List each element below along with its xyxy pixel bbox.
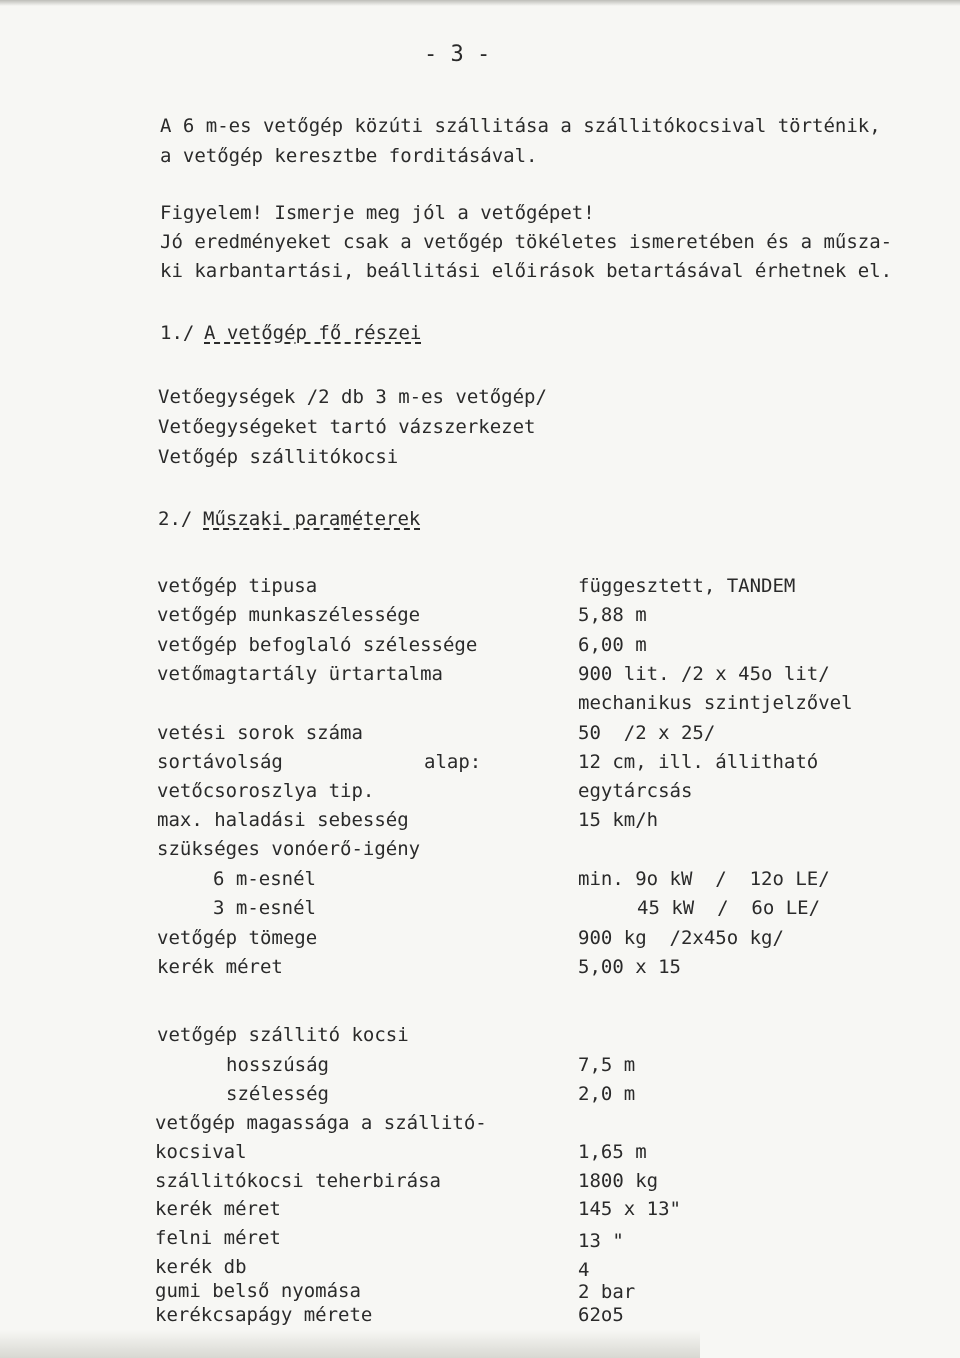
cart-value: 7,5 m [578, 1054, 636, 1076]
cart-label: vetőgép magassága a szállitó- [155, 1112, 487, 1134]
cart-label: felni méret [155, 1227, 281, 1249]
section1-item: Vetőgép szállitókocsi [158, 446, 399, 468]
section1-title: A vetőgép fő részei [204, 322, 422, 344]
param-value: 900 lit. /2 x 45o lit/ [578, 663, 830, 685]
section1-item: Vetőegységek /2 db 3 m-es vetőgép/ [158, 386, 547, 408]
cart-label: gumi belső nyomása [155, 1280, 361, 1302]
intro-line-5: ki karbantartási, beállitási előirások betartásával érhetnek el. [160, 260, 893, 282]
section1-item: Vetőegységeket tartó vázszerkezet [158, 416, 536, 438]
cart-value: 1,65 m [578, 1141, 647, 1163]
cart-value: 62o5 [578, 1304, 624, 1326]
param-label: 3 m-esnél [213, 897, 316, 919]
cart-label: kerék db [155, 1256, 247, 1278]
param-label: vetőgép befoglaló szélessége [157, 634, 478, 656]
param-label: vetőcsoroszlya tip. [157, 780, 375, 802]
param-label: vetőgép tömege [157, 927, 318, 949]
param-label: szükséges vonóerő-igény [157, 838, 421, 860]
param-mid: alap: [424, 751, 482, 773]
cart-label: kerékcsapágy mérete [155, 1304, 373, 1326]
section2-number: 2./ [158, 508, 193, 530]
param-value: függesztett, TANDEM [578, 575, 796, 597]
section2-title: Műszaki paraméterek [203, 508, 421, 530]
param-label: 6 m-esnél [213, 868, 316, 890]
cart-label: kerék méret [155, 1198, 281, 1220]
section1-number: 1./ [160, 322, 195, 344]
cart-label: szállitókocsi teherbirása [155, 1170, 441, 1192]
intro-line-4: Jó eredményeket csak a vetőgép tökéletes ismeretében és a műsza- [160, 231, 893, 253]
param-value: 50 /2 x 25/ [578, 722, 716, 744]
param-label: max. haladási sebesség [157, 809, 409, 831]
param-value: 45 kW / 6o LE/ [637, 897, 821, 919]
param-value: 5,00 x 15 [578, 956, 681, 978]
param-value: 900 kg /2x45o kg/ [578, 927, 784, 949]
param-label: vetőgép tipusa [157, 575, 318, 597]
param-value: 12 cm, ill. állitható [578, 751, 819, 773]
page-number: - 3 - [424, 42, 491, 67]
intro-line-3: Figyelem! Ismerje meg jól a vetőgépet! [160, 202, 595, 224]
param-label: vetőgép munkaszélessége [157, 604, 421, 626]
param-label: vetési sorok száma [157, 722, 363, 744]
param-value: 6,00 m [578, 634, 647, 656]
scan-edge-bottom [0, 1330, 700, 1358]
cart-value: 2 bar [578, 1281, 636, 1303]
param-value: 15 km/h [578, 809, 659, 831]
cart-value: 145 x 13" [578, 1198, 681, 1220]
scan-edge-top [0, 0, 960, 6]
param-label: kerék méret [157, 956, 283, 978]
cart-label: szélesség [226, 1083, 329, 1105]
param-label: vetőmagtartály ürtartalma [157, 663, 443, 685]
cart-heading: vetőgép szállitó kocsi [157, 1024, 409, 1046]
cart-value: 4 [578, 1259, 590, 1281]
cart-value: 2,0 m [578, 1083, 636, 1105]
param-label: sortávolság [157, 751, 283, 773]
param-value: 5,88 m [578, 604, 647, 626]
param-value-continued: mechanikus szintjelzővel [578, 692, 853, 714]
cart-value: 1800 kg [578, 1170, 659, 1192]
cart-label-continued: kocsival [155, 1141, 247, 1163]
param-value: min. 9o kW / 12o LE/ [578, 868, 830, 890]
cart-value: 13 " [578, 1230, 624, 1252]
cart-label: hosszúság [226, 1054, 329, 1076]
intro-line-1: A 6 m-es vetőgép közúti szállitása a szállitókocsival történik, [160, 115, 881, 137]
intro-line-2: a vetőgép keresztbe forditásával. [160, 145, 538, 167]
param-value: egytárcsás [578, 780, 693, 802]
